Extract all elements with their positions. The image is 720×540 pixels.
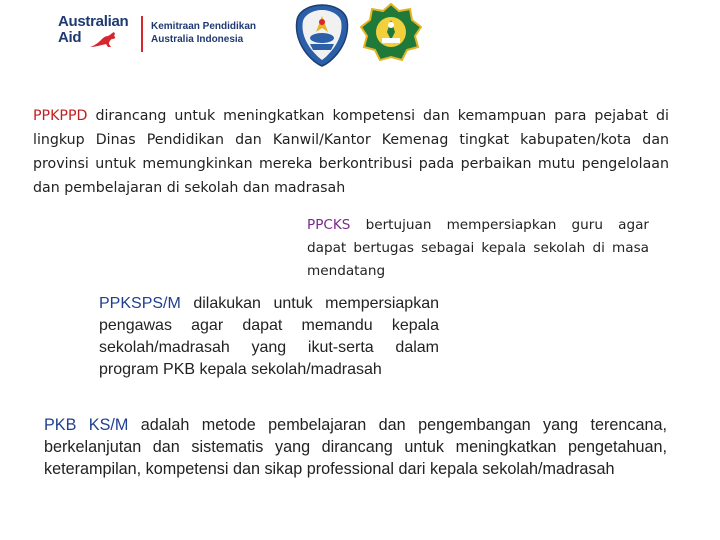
paragraph-text: bertujuan mempersiapkan guru agar dapat bertugas sebagai kepala sekolah di masa mendatang bbox=[307, 217, 649, 279]
partnership-name bbox=[151, 20, 256, 46]
paragraph-ppkppd bbox=[33, 104, 669, 200]
header bbox=[0, 0, 720, 80]
paragraph-text: dilakukan untuk mempersiapkan pengawas agar dapat memandu kepala sekolah/madrasah yang ikut-serta dalam program PKB kepala sekolah/madrasah bbox=[99, 295, 439, 378]
header-divider bbox=[141, 16, 143, 52]
partner-line2: Australia Indonesia bbox=[151, 34, 244, 45]
keyword-ppcks: PPCKS bbox=[307, 217, 351, 233]
paragraph-ppcks bbox=[307, 214, 649, 283]
kemenag-emblem-icon bbox=[360, 2, 422, 68]
logo-line1: Australian bbox=[58, 13, 129, 30]
keyword-ppksps: PPKSPS/M bbox=[99, 295, 181, 312]
logo-line2: Aid bbox=[58, 29, 82, 46]
paragraph-text: dirancang untuk meningkatkan kompetensi dan kemampuan para pejabat di lingkup Dinas Pendidikan dan Kanwil/Kantor Kemenag tingkat kabupaten/kota dan provinsi untuk memungkinkan mereka berkontribusi pada perbaikan mutu pengelolaan dan pembelajaran di sekolah dan madrasah bbox=[33, 108, 669, 196]
keyword-ppkppd: PPKPPD bbox=[33, 108, 88, 124]
keyword-pkb-ksm: PKB KS/M bbox=[44, 416, 129, 434]
paragraph-text: adalah metode pembelajaran dan pengembangan yang terencana, berkelanjutan dan sistematis yang dirancang untuk meningkatkan pengetahuan, keterampilan, kompetensi dan sikap professional dari kepala sekolah/madrasah bbox=[44, 416, 667, 478]
paragraph-pkb-ksm bbox=[44, 414, 667, 480]
paragraph-ppksps bbox=[99, 293, 439, 381]
tut-wuri-handayani-emblem-icon bbox=[293, 2, 351, 68]
australian-aid-logo bbox=[58, 14, 138, 56]
kangaroo-icon bbox=[88, 31, 122, 49]
partner-line1: Kemitraan Pendidikan bbox=[151, 21, 257, 32]
